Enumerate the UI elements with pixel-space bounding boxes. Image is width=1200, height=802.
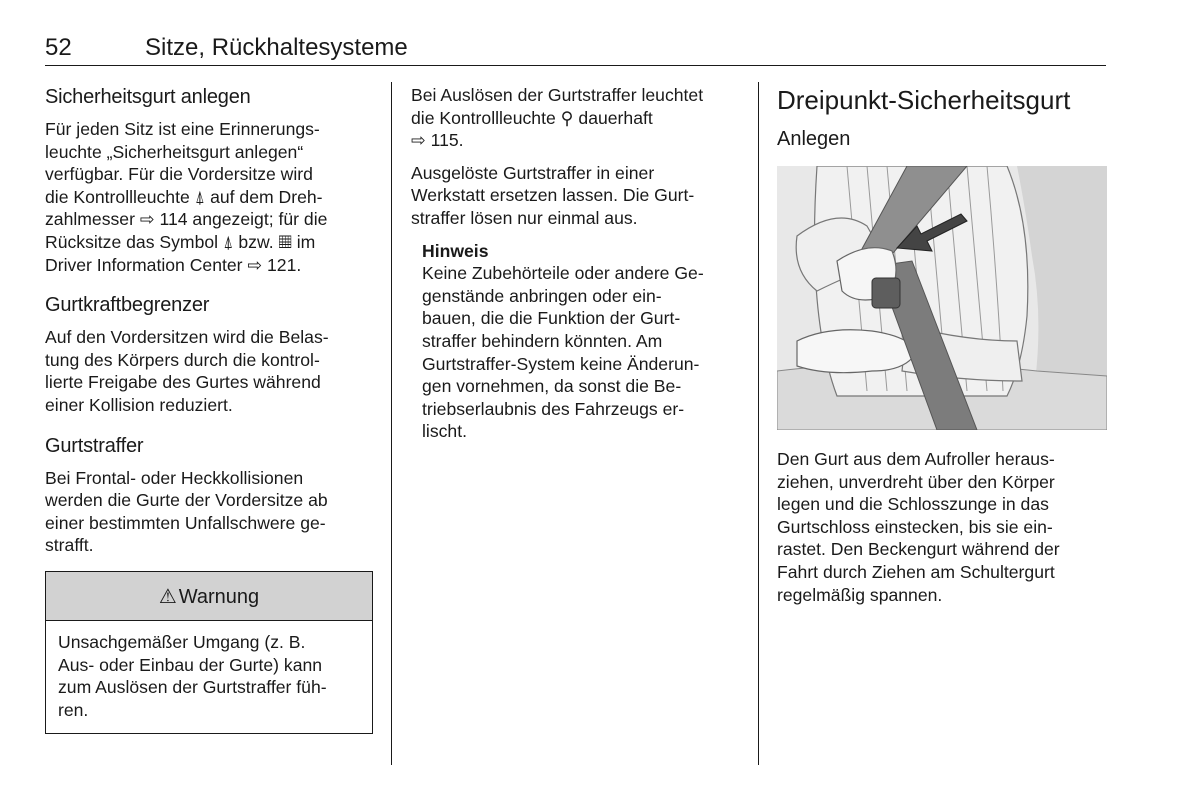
warning-header <box>46 572 372 621</box>
force-limiter-text: Auf den Vordersitzen wird die Belas- tung des Körpers durch die kontrol- lierte Freigabe des Gurtes während einer Kollision reduziert. <box>45 327 329 415</box>
seatbelt-illustration <box>777 166 1107 430</box>
column-right <box>777 84 1107 606</box>
warning-triangle-icon: ⚠ <box>158 585 177 608</box>
page-number: 52 <box>45 34 72 61</box>
note-block <box>422 240 746 443</box>
page-header <box>45 34 1105 66</box>
pretensioner-text: Bei Frontal- oder Heckkollisionen werden die Gurte der Vordersitze ab einer bestimmten Unfallschwere ge- strafft. <box>45 467 328 556</box>
header-divider <box>45 65 1106 66</box>
note-title: Hinweis <box>422 240 489 261</box>
fastening-instructions-text: Den Gurt aus dem Aufroller heraus- ziehen, unverdreht über den Körper legen und die Schlosszunge in das Gurtschloss einstecken, bis sie ein- rastet. Den Beckengurt während der Fahrt durch Ziehen am Schultergurt regelmäßig spannen. <box>777 449 1060 605</box>
column-divider-left <box>391 82 392 765</box>
pretensioner-light-text: Bei Auslösen der Gurtstraffer leuchtet die Kontrollleuchte ⚲ dauerhaft ⇨ 115. <box>411 85 704 151</box>
warning-box <box>45 571 373 734</box>
column-left <box>45 84 375 734</box>
section-heading-force-limiter: Gurtkraftbegrenzer <box>45 294 210 317</box>
section-heading-pretensioner: Gurtstraffer <box>45 434 144 457</box>
column-middle <box>411 84 746 443</box>
section-title-three-point-belt: Dreipunkt-Sicherheitsgurt <box>777 85 1071 115</box>
chapter-title: Sitze, Rückhaltesysteme <box>145 34 408 61</box>
subsection-title-fastening: Anlegen <box>777 128 851 150</box>
pretensioner-replace-text: Ausgelöste Gurtstraffer in einer Werkstatt ersetzen lassen. Die Gurt- straffer lösen nur einmal aus. <box>411 162 695 228</box>
warning-text: Unsachgemäßer Umgang (z. B. Aus- oder Einbau der Gurte) kann zum Auslösen der Gurtstraffer füh- ren. <box>58 631 327 720</box>
seatbelt-reminder-text: Für jeden Sitz ist eine Erinnerungs- leuchte „Sicherheitsgurt anlegen“ verfügbar. Für die Vordersitze wird die Kontrollleuchte ⍋ auf dem Dreh- zahlmesser ⇨ 114 angezeigt; für die Rücksitze das Symbol ⍋ bzw. ▦ im Driver Information Center ⇨ 121. <box>45 119 328 275</box>
column-divider-right <box>758 82 759 765</box>
note-text: Keine Zubehörteile oder andere Ge- genstände anbringen oder ein- bauen, die die Funktion der Gurt- straffer behindern könnten. Am Gurtstraffer-System keine Änderun- gen vornehmen, da sonst die Be- triebserlaubnis des Fahrzeugs er- lischt. <box>422 263 704 442</box>
section-heading-seatbelt-reminder: Sicherheitsgurt anlegen <box>45 86 251 108</box>
warning-title: Warnung <box>178 585 260 608</box>
